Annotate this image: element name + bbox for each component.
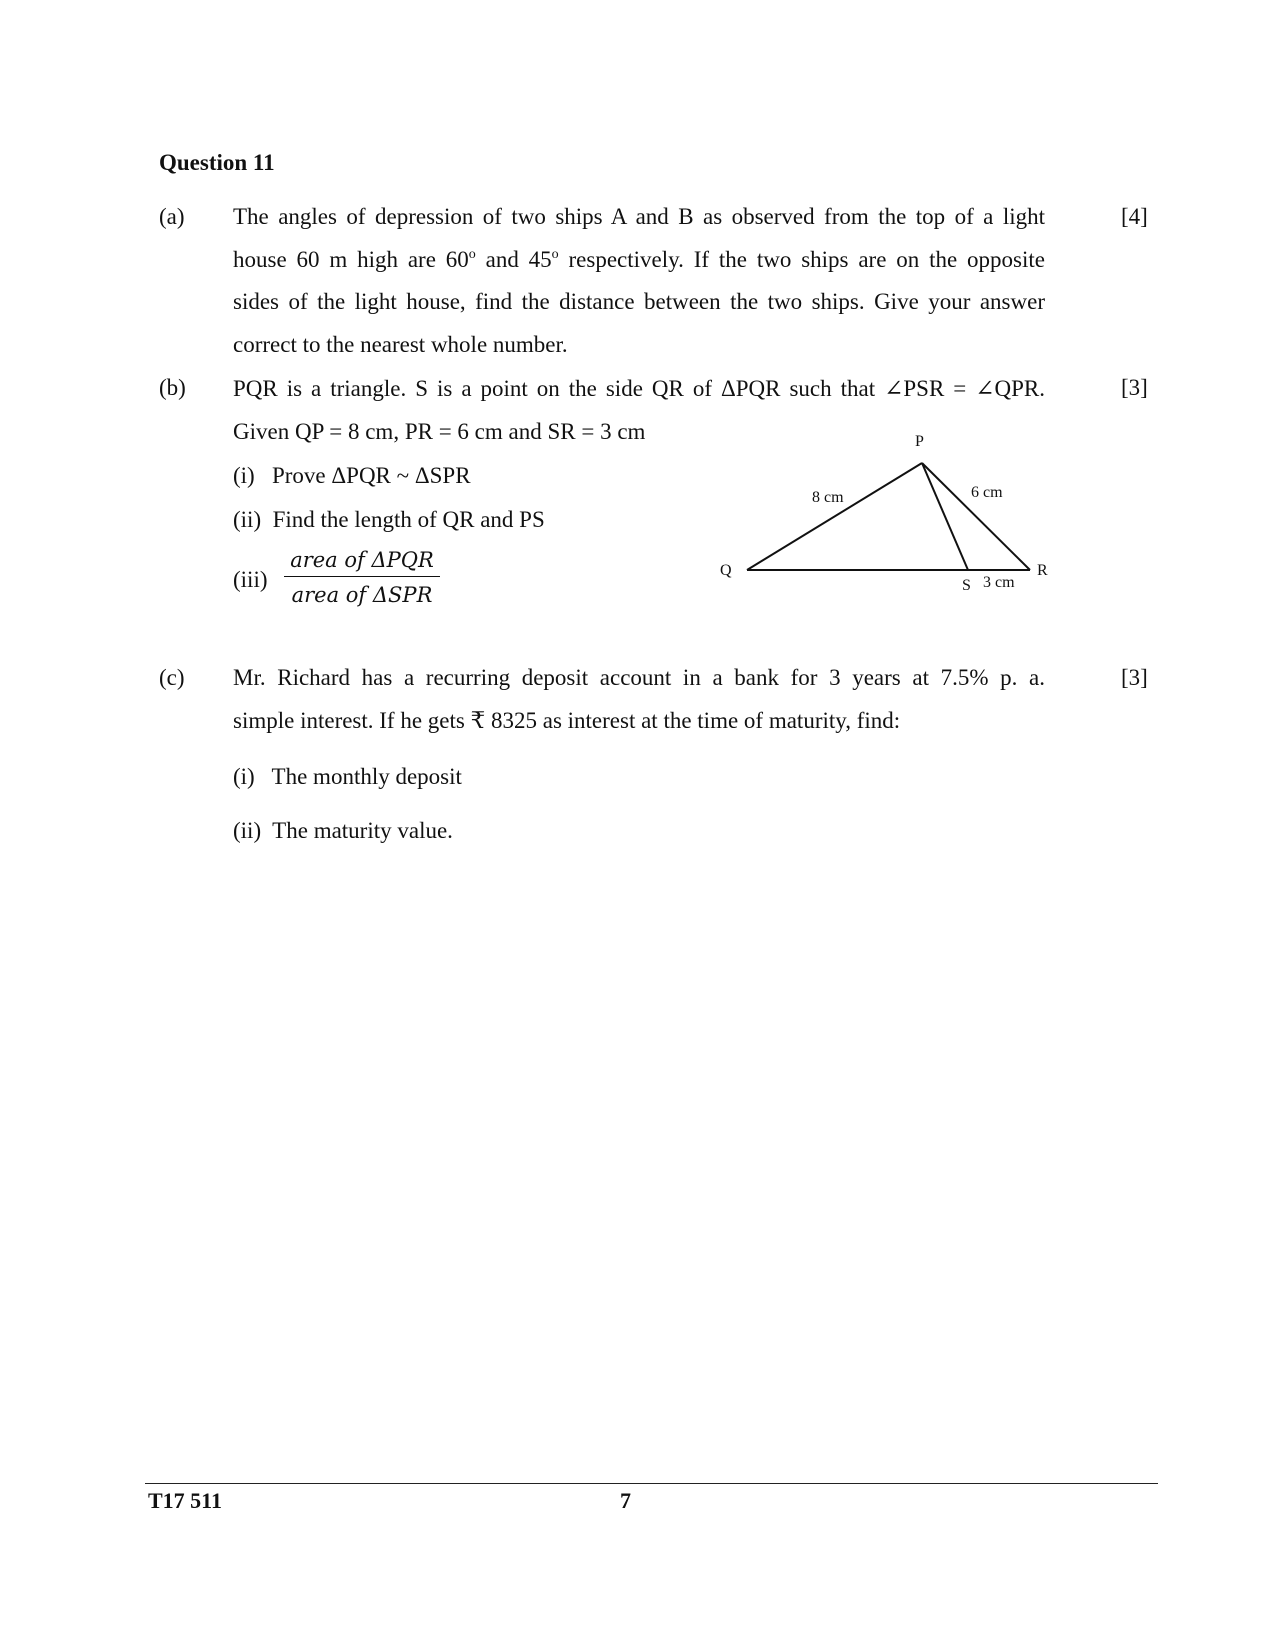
part-a-line-2-end: respectively. If the two ships are on the opposite xyxy=(558,247,1045,272)
part-c-line-2: simple interest. If he gets ₹ 8325 as interest at the time of maturity, find: xyxy=(233,708,901,733)
pr-length-label: 6 cm xyxy=(971,484,1003,501)
qp-length-label: 8 cm xyxy=(812,489,844,506)
part-a-line-3: sides of the light house, find the distance between the two ships. Give your answer xyxy=(233,289,1045,314)
part-a-line-1: The angles of depression of two ships A and B as observed from the top of a light xyxy=(233,204,1045,229)
side-qp xyxy=(747,463,922,570)
part-c-line-1: Mr. Richard has a recurring deposit account in a bank for 3 years at 7.5% p. a. xyxy=(233,665,1045,690)
part-c-sub-ii: (ii) The maturity value. xyxy=(233,818,453,843)
part-c-marks: [3] xyxy=(1121,665,1148,690)
vertex-q-label: Q xyxy=(720,562,732,579)
segment-ps xyxy=(922,463,968,570)
part-b-line-1: PQR is a triangle. S is a point on the side QR of ΔPQR such that ∠PSR = ∠QPR. xyxy=(233,376,1045,401)
part-b-label: (b) xyxy=(159,375,186,400)
question-title: Question 11 xyxy=(159,150,275,175)
fraction-numerator: area of ΔPQR xyxy=(284,548,440,577)
side-pr xyxy=(922,463,1030,570)
part-a-line-2-start: house 60 m high are 60 xyxy=(233,247,469,272)
degree-superscript: o xyxy=(468,247,476,262)
sr-length-label: 3 cm xyxy=(983,574,1015,591)
part-b-sub-iii-label: (iii) xyxy=(233,567,268,592)
part-b-sub-i: (i) Prove ΔPQR ~ ΔSPR xyxy=(233,463,471,488)
degree-superscript: o xyxy=(551,247,559,262)
part-a-line-4: correct to the nearest whole number. xyxy=(233,332,568,357)
part-b-marks: [3] xyxy=(1121,375,1148,400)
part-c-label: (c) xyxy=(159,665,185,690)
paper-code: T17 511 xyxy=(148,1488,222,1513)
part-a-label: (a) xyxy=(159,204,185,229)
part-a-marks: [4] xyxy=(1121,204,1148,229)
part-c-sub-i: (i) The monthly deposit xyxy=(233,764,462,789)
part-a-line-2 xyxy=(233,248,1045,271)
part-a-line-2-middle: and 45 xyxy=(475,247,552,272)
part-b-sub-ii: (ii) Find the length of QR and PS xyxy=(233,507,545,532)
page-number: 7 xyxy=(620,1488,631,1513)
triangle-pqr-figure xyxy=(700,420,1060,600)
vertex-p-label: P xyxy=(915,433,924,450)
vertex-r-label: R xyxy=(1037,562,1048,579)
point-s-label: S xyxy=(962,577,971,594)
footer-rule xyxy=(145,1483,1158,1484)
fraction-denominator: area of ΔSPR xyxy=(291,583,433,607)
part-b-line-2: Given QP = 8 cm, PR = 6 cm and SR = 3 cm xyxy=(233,419,646,444)
area-ratio-fraction xyxy=(284,548,440,607)
